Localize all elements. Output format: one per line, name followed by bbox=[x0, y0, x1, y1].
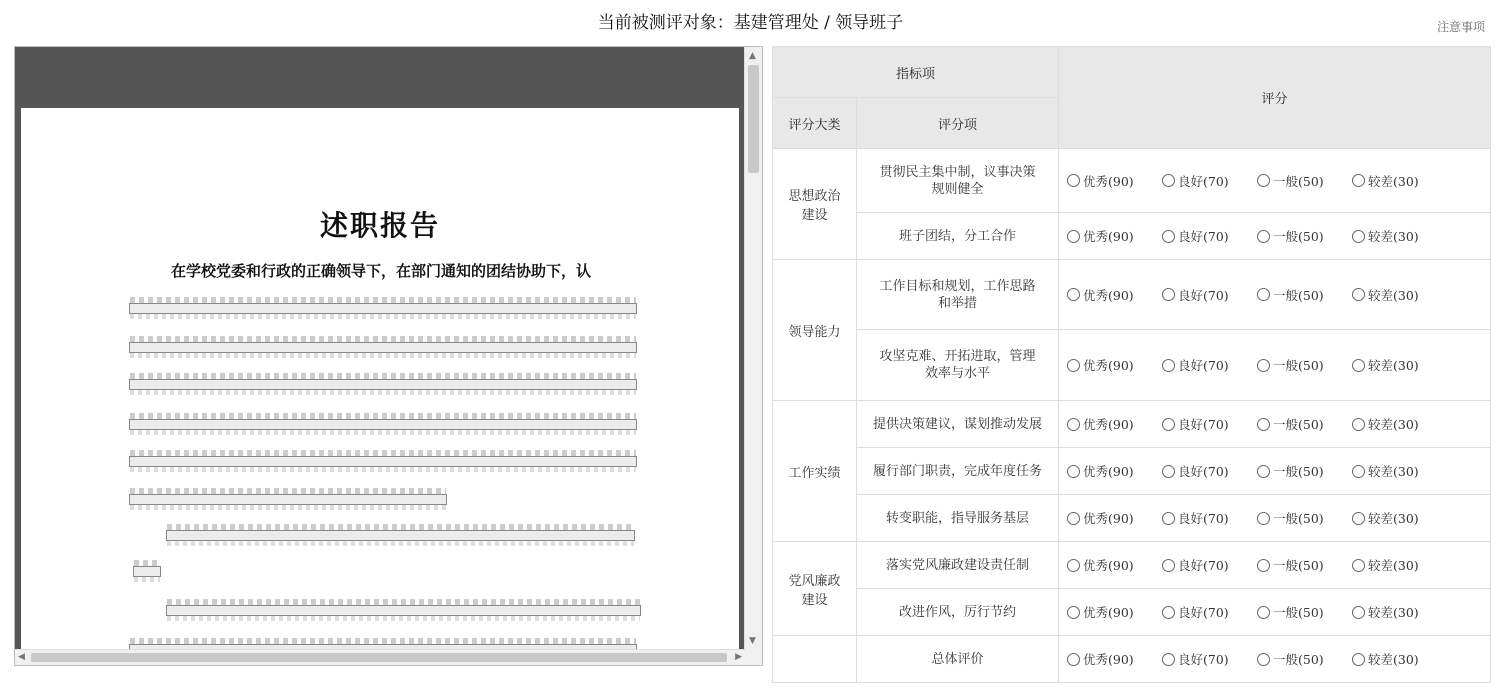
redacted-line bbox=[129, 303, 637, 314]
vertical-scroll-thumb[interactable] bbox=[748, 65, 759, 173]
rating-option-label: 一般(50) bbox=[1273, 358, 1324, 373]
rating-option[interactable] bbox=[1067, 509, 1162, 527]
rating-option-label: 较差(30) bbox=[1368, 173, 1419, 189]
rating-option[interactable] bbox=[1257, 227, 1352, 245]
radio-button[interactable] bbox=[1162, 465, 1175, 478]
category-cell bbox=[773, 260, 857, 401]
radio-button[interactable] bbox=[1067, 512, 1080, 525]
document-title: 述职报告 bbox=[319, 209, 440, 242]
rating-option-label: 优秀(90) bbox=[1083, 511, 1134, 526]
radio-button[interactable] bbox=[1352, 230, 1365, 243]
document-viewer[interactable] bbox=[14, 46, 763, 666]
item-label: 总体评价 bbox=[931, 651, 984, 667]
table-row bbox=[773, 149, 1491, 213]
rating-option[interactable] bbox=[1257, 286, 1352, 304]
rating-option-label: 一般(50) bbox=[1273, 652, 1324, 667]
rating-option-label: 一般(50) bbox=[1273, 558, 1324, 573]
table-row bbox=[773, 260, 1491, 330]
document-intro: 在学校党委和行政的正确领导下，在部门通知的团结协助下，认 bbox=[171, 262, 592, 280]
score-cell bbox=[1059, 330, 1491, 401]
rating-option-label: 优秀(90) bbox=[1083, 358, 1134, 373]
rating-option-label: 较差(30) bbox=[1368, 652, 1419, 667]
rating-option[interactable] bbox=[1352, 227, 1447, 245]
rating-option-label: 较差(30) bbox=[1368, 229, 1419, 244]
radio-button[interactable] bbox=[1257, 465, 1270, 478]
score-cell bbox=[1059, 636, 1491, 683]
rating-options bbox=[1067, 650, 1490, 668]
score-cell bbox=[1059, 542, 1491, 589]
rating-option-label: 一般(50) bbox=[1273, 287, 1324, 303]
rating-option[interactable] bbox=[1257, 603, 1352, 621]
document-area bbox=[15, 108, 745, 650]
item-label: 贯彻民主集中制，议事决策 规则健全 bbox=[879, 164, 1036, 197]
radio-button[interactable] bbox=[1352, 359, 1365, 372]
rating-option-label: 良好(70) bbox=[1178, 417, 1229, 432]
rating-options bbox=[1067, 286, 1490, 304]
table-row bbox=[773, 495, 1491, 542]
rating-option-label: 良好(70) bbox=[1178, 558, 1229, 573]
radio-button[interactable] bbox=[1257, 512, 1270, 525]
rating-option-label: 一般(50) bbox=[1273, 464, 1324, 479]
item-cell bbox=[857, 448, 1059, 495]
radio-button[interactable] bbox=[1067, 230, 1080, 243]
radio-button[interactable] bbox=[1162, 512, 1175, 525]
rating-option[interactable] bbox=[1352, 415, 1447, 433]
rating-option[interactable] bbox=[1352, 650, 1447, 668]
rating-option[interactable] bbox=[1067, 556, 1162, 574]
score-cell bbox=[1059, 213, 1491, 260]
rating-option-label: 较差(30) bbox=[1368, 605, 1419, 620]
score-cell bbox=[1059, 260, 1491, 330]
redacted-line bbox=[166, 605, 641, 616]
redacted-line bbox=[133, 566, 161, 577]
category-cell bbox=[773, 149, 857, 260]
redacted-line bbox=[129, 456, 637, 467]
radio-button[interactable] bbox=[1352, 174, 1365, 187]
category-label: 党风廉政 建设 bbox=[788, 573, 841, 608]
rating-option-label: 优秀(90) bbox=[1083, 287, 1134, 303]
radio-button[interactable] bbox=[1162, 559, 1175, 572]
item-label: 落实党风廉政建设责任制 bbox=[885, 557, 1029, 573]
header-item: 评分项 bbox=[857, 98, 1059, 149]
rating-option[interactable] bbox=[1352, 286, 1447, 304]
radio-button[interactable] bbox=[1352, 465, 1365, 478]
radio-button[interactable] bbox=[1257, 174, 1270, 187]
rating-option[interactable] bbox=[1067, 650, 1162, 668]
rating-options bbox=[1067, 556, 1490, 574]
radio-button[interactable] bbox=[1352, 418, 1365, 431]
rating-option-label: 一般(50) bbox=[1273, 173, 1324, 189]
rating-option[interactable] bbox=[1352, 172, 1447, 190]
rating-option-label: 良好(70) bbox=[1178, 358, 1229, 373]
redacted-line bbox=[129, 419, 637, 430]
radio-button[interactable] bbox=[1257, 653, 1270, 666]
rating-option[interactable] bbox=[1257, 172, 1352, 190]
score-cell bbox=[1059, 401, 1491, 448]
category-label: 工作实绩 bbox=[788, 465, 841, 481]
score-cell bbox=[1059, 589, 1491, 636]
rating-option[interactable] bbox=[1257, 556, 1352, 574]
horizontal-scrollbar[interactable] bbox=[15, 649, 745, 665]
score-cell bbox=[1059, 495, 1491, 542]
category-cell bbox=[773, 542, 857, 636]
radio-button[interactable] bbox=[1162, 606, 1175, 619]
radio-button[interactable] bbox=[1352, 606, 1365, 619]
rating-option-label: 良好(70) bbox=[1178, 652, 1229, 667]
radio-button[interactable] bbox=[1067, 359, 1080, 372]
category-label: 思想政治 建设 bbox=[788, 189, 841, 223]
redacted-line bbox=[129, 379, 637, 390]
item-cell bbox=[857, 589, 1059, 636]
radio-button[interactable] bbox=[1352, 512, 1365, 525]
rating-option[interactable] bbox=[1162, 603, 1257, 621]
header-indicator: 指标项 bbox=[773, 47, 1059, 98]
rating-option-label: 优秀(90) bbox=[1083, 229, 1134, 244]
rating-option-label: 良好(70) bbox=[1178, 464, 1229, 479]
rating-options bbox=[1067, 415, 1490, 433]
category-label: 领导能力 bbox=[788, 324, 841, 340]
radio-button[interactable] bbox=[1257, 606, 1270, 619]
item-label: 转变职能，指导服务基层 bbox=[885, 510, 1029, 526]
horizontal-scroll-thumb[interactable] bbox=[31, 653, 727, 662]
redacted-line bbox=[129, 342, 637, 353]
item-label: 提供决策建议，谋划推动发展 bbox=[872, 416, 1042, 432]
radio-button[interactable] bbox=[1162, 359, 1175, 372]
radio-button[interactable] bbox=[1257, 418, 1270, 431]
redacted-line bbox=[129, 494, 447, 505]
radio-button[interactable] bbox=[1162, 418, 1175, 431]
radio-button[interactable] bbox=[1162, 174, 1175, 187]
radio-button[interactable] bbox=[1352, 653, 1365, 666]
rating-option-label: 良好(70) bbox=[1178, 511, 1229, 526]
rating-option[interactable] bbox=[1162, 172, 1257, 190]
rating-option-label: 良好(70) bbox=[1178, 229, 1229, 244]
header-score: 评分 bbox=[1059, 47, 1491, 149]
table-row bbox=[773, 213, 1491, 260]
radio-button[interactable] bbox=[1352, 559, 1365, 572]
rating-option[interactable] bbox=[1162, 286, 1257, 304]
item-cell bbox=[857, 330, 1059, 401]
rating-option-label: 较差(30) bbox=[1368, 558, 1419, 573]
rating-option[interactable] bbox=[1257, 650, 1352, 668]
rating-option[interactable] bbox=[1162, 650, 1257, 668]
rating-option-label: 良好(70) bbox=[1178, 287, 1229, 303]
item-cell bbox=[857, 401, 1059, 448]
rating-option-label: 良好(70) bbox=[1178, 173, 1229, 189]
table-row bbox=[773, 448, 1491, 495]
rating-option-label: 一般(50) bbox=[1273, 417, 1324, 432]
category-cell bbox=[773, 401, 857, 542]
rating-option[interactable] bbox=[1067, 227, 1162, 245]
item-label: 攻坚克难、开拓进取，管理 效率与水平 bbox=[879, 349, 1036, 381]
item-cell bbox=[857, 542, 1059, 589]
rating-option[interactable] bbox=[1352, 509, 1447, 527]
radio-button[interactable] bbox=[1162, 653, 1175, 666]
rating-option[interactable] bbox=[1162, 462, 1257, 480]
radio-button[interactable] bbox=[1067, 418, 1080, 431]
rating-option-label: 良好(70) bbox=[1178, 605, 1229, 620]
document-page bbox=[21, 108, 739, 650]
rating-option-label: 较差(30) bbox=[1368, 287, 1419, 303]
rating-option[interactable] bbox=[1257, 356, 1352, 374]
radio-button[interactable] bbox=[1257, 359, 1270, 372]
item-label: 履行部门职责，完成年度任务 bbox=[872, 463, 1042, 479]
scroll-left-icon[interactable]: ◀ bbox=[18, 652, 25, 662]
rating-option[interactable] bbox=[1257, 509, 1352, 527]
rating-option[interactable] bbox=[1162, 227, 1257, 245]
radio-button[interactable] bbox=[1257, 230, 1270, 243]
radio-button[interactable] bbox=[1067, 288, 1080, 301]
rating-option-label: 优秀(90) bbox=[1083, 464, 1134, 479]
rating-options bbox=[1067, 227, 1490, 245]
rating-option-label: 较差(30) bbox=[1368, 511, 1419, 526]
rating-options bbox=[1067, 356, 1490, 374]
rating-option-label: 优秀(90) bbox=[1083, 558, 1134, 573]
rating-option-label: 优秀(90) bbox=[1083, 652, 1134, 667]
notice-link[interactable]: 注意事项 bbox=[1436, 20, 1485, 34]
table-row bbox=[773, 401, 1491, 448]
radio-button[interactable] bbox=[1067, 174, 1080, 187]
rating-option[interactable] bbox=[1352, 462, 1447, 480]
rating-options bbox=[1067, 172, 1490, 190]
rating-option-label: 一般(50) bbox=[1273, 229, 1324, 244]
item-cell bbox=[857, 495, 1059, 542]
rating-option-label: 较差(30) bbox=[1368, 358, 1419, 373]
rating-option-label: 优秀(90) bbox=[1083, 417, 1134, 432]
evaluation-table bbox=[772, 46, 1491, 683]
rating-option[interactable] bbox=[1067, 415, 1162, 433]
rating-option[interactable] bbox=[1352, 556, 1447, 574]
rating-option[interactable] bbox=[1162, 356, 1257, 374]
table-row bbox=[773, 589, 1491, 636]
scroll-up-icon[interactable]: ▲ bbox=[749, 51, 756, 61]
header-category: 评分大类 bbox=[773, 98, 857, 149]
rating-option[interactable] bbox=[1162, 415, 1257, 433]
rating-options bbox=[1067, 462, 1490, 480]
rating-option[interactable] bbox=[1257, 462, 1352, 480]
radio-button[interactable] bbox=[1067, 653, 1080, 666]
item-cell bbox=[857, 636, 1059, 683]
rating-options bbox=[1067, 509, 1490, 527]
rating-option[interactable] bbox=[1067, 462, 1162, 480]
rating-option[interactable] bbox=[1162, 556, 1257, 574]
rating-option[interactable] bbox=[1067, 172, 1162, 190]
rating-option-label: 较差(30) bbox=[1368, 464, 1419, 479]
rating-option-label: 优秀(90) bbox=[1083, 605, 1134, 620]
rating-option-label: 较差(30) bbox=[1368, 417, 1419, 432]
item-cell bbox=[857, 213, 1059, 260]
item-label: 工作目标和规划，工作思路 和举措 bbox=[879, 278, 1036, 311]
table-row bbox=[773, 330, 1491, 401]
rating-option[interactable] bbox=[1067, 356, 1162, 374]
radio-button[interactable] bbox=[1067, 559, 1080, 572]
score-cell bbox=[1059, 149, 1491, 213]
radio-button[interactable] bbox=[1257, 288, 1270, 301]
radio-button[interactable] bbox=[1352, 288, 1365, 301]
table-row bbox=[773, 636, 1491, 683]
category-cell bbox=[773, 636, 857, 683]
item-label: 班子团结，分工合作 bbox=[898, 228, 1016, 244]
redacted-line bbox=[166, 530, 635, 541]
rating-option[interactable] bbox=[1352, 356, 1447, 374]
page-title: 当前被测评对象：基建管理处 / 领导班子 bbox=[597, 13, 904, 33]
radio-button[interactable] bbox=[1257, 559, 1270, 572]
scroll-down-icon[interactable]: ▼ bbox=[749, 636, 756, 646]
rating-option[interactable] bbox=[1162, 509, 1257, 527]
rating-option-label: 优秀(90) bbox=[1083, 173, 1134, 189]
rating-option-label: 一般(50) bbox=[1273, 605, 1324, 620]
rating-option[interactable] bbox=[1257, 415, 1352, 433]
item-cell bbox=[857, 260, 1059, 330]
radio-button[interactable] bbox=[1067, 465, 1080, 478]
item-label: 改进作风，厉行节约 bbox=[898, 604, 1016, 620]
rating-options bbox=[1067, 603, 1490, 621]
scroll-right-icon[interactable]: ▶ bbox=[735, 652, 742, 662]
item-cell bbox=[857, 149, 1059, 213]
rating-option-label: 一般(50) bbox=[1273, 511, 1324, 526]
table-row bbox=[773, 542, 1491, 589]
score-cell bbox=[1059, 448, 1491, 495]
rating-option[interactable] bbox=[1067, 286, 1162, 304]
viewer-toolbar bbox=[15, 47, 745, 108]
radio-button[interactable] bbox=[1162, 288, 1175, 301]
rating-option[interactable] bbox=[1352, 603, 1447, 621]
vertical-scrollbar[interactable] bbox=[744, 47, 762, 650]
radio-button[interactable] bbox=[1067, 606, 1080, 619]
radio-button[interactable] bbox=[1162, 230, 1175, 243]
rating-option[interactable] bbox=[1067, 603, 1162, 621]
